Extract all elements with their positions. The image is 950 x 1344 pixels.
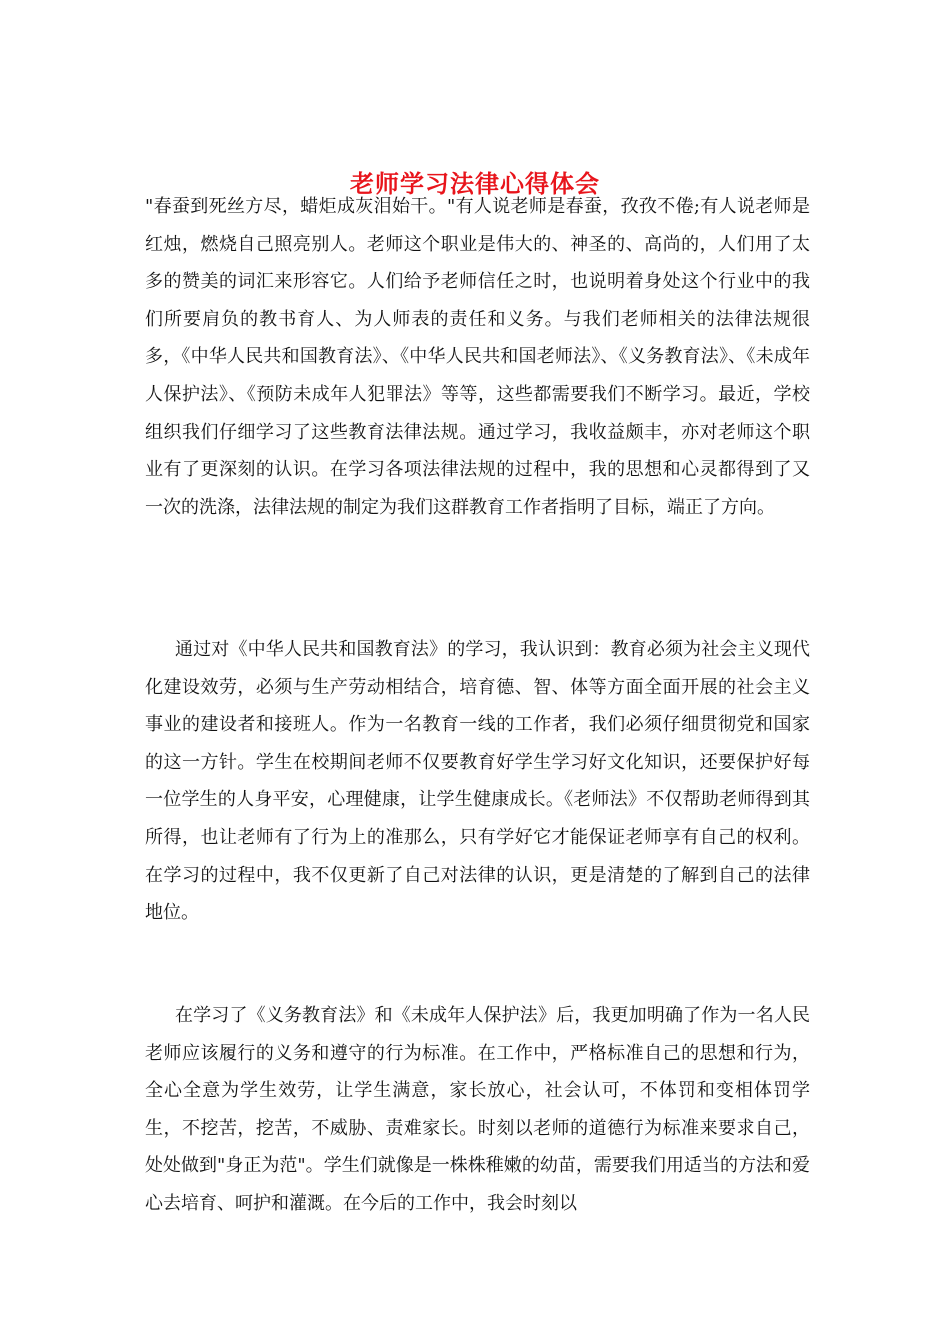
document-title: 老师学习法律心得体会 xyxy=(350,169,600,199)
paragraph-intro: "春蚕到死丝方尽，蜡炬成灰泪始干。"有人说老师是春蚕，孜孜不倦;有人说老师是红烛，燃烧自己照亮别人。老师这个职业是伟大的、神圣的、高尚的，人们用了太多的赞美的词汇来形容它。人们给予老师信任之时，也说明着身处这个行业中的我们所要肩负的教书育人、为人师表的责任和义务。与我们老师相关的法律法规很多，《中华人民共和国教育法》、《中华人民共和国老师法》、《义务教育法》、《未成年人保护法》、《预防未成年人犯罪法》等等，这些都需要我们不断学习。最近，学校组织我们仔细学习了这些教育法律法规。通过学习，我收益颇丰，亦对老师这个职业有了更深刻的认识。在学习各项法律法规的过程中，我的思想和心灵都得到了又一次的洗涤，法律法规的制定为我们这群教育工作者指明了目标，端正了方向。 xyxy=(145,196,810,518)
paragraph-compulsory-education-law: 在学习了《义务教育法》和《未成年人保护法》后，我更加明确了作为一名人民老师应该履行的义务和遵守的行为标准。在工作中，严格标准自己的思想和行为，全心全意为学生效劳，让学生满意，家长放心，社会认可，不体罚和变相体罚学生，不挖苦，挖苦，不威胁、责难家长。时刻以老师的道德行为标准来要求自己，处处做到"身正为范"。学生们就像是一株株稚嫩的幼苗，需要我们用适当的方法和爱心去培育、呵护和灌溉。在今后的工作中，我会时刻以 xyxy=(145,1005,810,1214)
paragraph-education-law: 通过对《中华人民共和国教育法》的学习，我认识到：教育必须为社会主义现代化建设效劳，必须与生产劳动相结合，培育德、智、体等方面全面开展的社会主义事业的建设者和接班人。作为一名教育一线的工作者，我们必须仔细贯彻党和国家的这一方针。学生在校期间老师不仅要教育好学生学习好文化知识，还要保护好每一位学生的人身平安，心理健康，让学生健康成长。《老师法》不仅帮助老师得到其所得，也让老师有了行为上的准那么，只有学好它才能保证老师享有自己的权利。在学习的过程中，我不仅更新了自己对法律的认识，更是清楚的了解到自己的法律地位。 xyxy=(145,639,810,924)
